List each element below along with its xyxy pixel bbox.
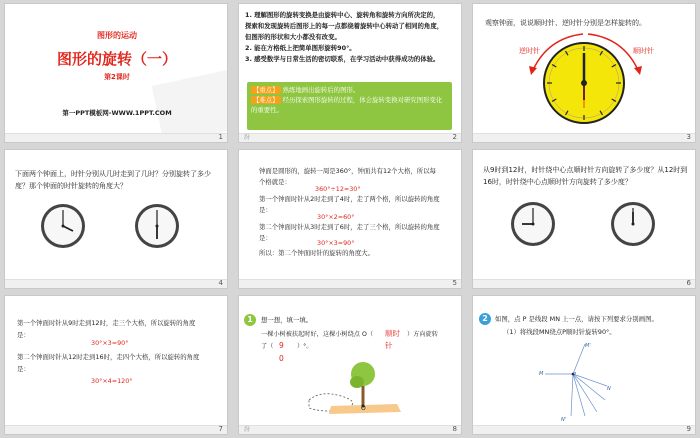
slide-number: 3 [686,133,691,141]
key-text: 熟练地画出旋转后的图形。 [282,86,360,94]
slide-1[interactable] [4,3,228,143]
objective-line: 2. 能在方格纸上把简单图形旋转90°。 [245,44,356,52]
equation-3: 30°×3=90° [317,239,355,247]
objective-list [245,10,455,65]
question-text: 从9时到12时，时针绕中心点顺时针方向旋转了多少度？从12时到16时，时针绕中心点顺时针方向旋转了多少度？ [483,166,688,186]
answer-line: 是： [17,365,30,373]
slide-7[interactable] [4,295,228,435]
label-m-prime: M' [585,343,591,349]
key-tag: 【重点】 [253,86,279,94]
explanation-line: 个格就是： [259,178,291,186]
slide-number: 6 [686,279,691,287]
objective-line: 探索和发现旋转后图形上的每一点都绕着旋转中心转动了相同的角度， [245,22,444,30]
label-n: N [607,386,611,392]
answer-line: 第二个钟面时针从12时走到16时，走四个大格，所以旋转的角度 [17,353,200,361]
footer-mark: 汾 [244,426,251,433]
slide-number: 7 [218,425,223,433]
slide-footer [5,133,227,142]
answer-angle-cont: 0 [279,354,284,363]
equation-2: 30°×2=60° [317,213,355,221]
tree-illustration [301,360,411,422]
question-heading: 想一想，填一填。 [261,316,313,324]
slide-footer [239,279,461,288]
question-text: 下面两个钟面上，时针分别从几时走到了几时？分别旋转了多少度？那个钟面的时针旋转的角度大？ [15,170,211,190]
equation-1: 30°×3=90° [91,339,129,347]
slide-number: 9 [686,425,691,433]
site-label: 第一PPT模板网-WWW.1PPT.COM [62,109,172,117]
label-p: P [573,372,577,378]
slide-3[interactable] [472,3,696,143]
slide-2[interactable] [238,3,462,143]
slide-number: 2 [452,133,457,141]
label-m: M [539,371,544,377]
answer-direction: 顺时 [385,329,400,338]
explanation-line: 是： [259,234,272,242]
rotation-arrows [473,30,696,90]
rotation-figure [541,342,611,422]
label-n-prime: N' [561,417,567,423]
explanation-conclusion: 所以：第二个钟面时针的旋转的角度大。 [259,249,375,257]
wall-clock-left [509,200,557,248]
difficulty-tag: 【难点】 [253,96,279,104]
explanation-line: 钟面是圆形的，旋转一周是360°，钟面共有12个大格，所以每 [259,167,436,175]
explanation-line: 第二个钟面时针从3时走到了6时，走了三个格，所以旋转的角度 [259,223,440,231]
wall-clock-left [39,202,87,250]
slide-title-sub: 第2课时 [104,73,130,81]
slide-footer [239,425,461,434]
wall-clock-right [133,202,181,250]
answer-direction-cont: 针 [385,341,393,350]
slide-footer [473,279,695,288]
slide-footer [473,133,695,142]
slide-8[interactable] [238,295,462,435]
question-badge: 2 [479,313,491,325]
question-text-2: ）方向旋转 [407,331,438,338]
slide-title-small: 图形的运动 [97,31,137,40]
slide-title-main: 图形的旋转（一） [56,50,177,68]
slide-6[interactable] [472,149,696,289]
slide-footer [5,425,227,434]
equation-2: 30°×4=120° [91,377,133,385]
objective-line: 3. 感受数学与日常生活的密切联系，在学习活动中获得成功的体验。 [245,55,440,63]
question-text-1: 一棵小树被扶起时好，这棵小树绕点 O（ [261,331,374,338]
point-label: O [361,405,366,412]
slide-4[interactable] [4,149,228,289]
answer-angle: 9 [279,341,284,350]
explanation-line: 是： [259,206,272,214]
question-text-1: 如图，点 P 是线段 MN 上一点，请按下列要求分别画图。 [495,315,658,323]
slide-footer [473,425,695,434]
slide-number: 5 [452,279,457,287]
counterclockwise-label: 逆时针 [519,47,540,55]
question-text-2: （1）将线段MN绕点P顺时针旋转90°。 [503,328,616,336]
slide-number: 1 [218,133,223,141]
clockwise-label: 顺时针 [633,47,654,55]
objective-line: 但图形的形状和大小都没有改变。 [245,33,341,41]
slide-9[interactable] [472,295,696,435]
answer-line: 第一个钟面时针从9时走到12时，走三个大格，所以旋转的角度 [17,319,196,327]
footer-mark: 汾 [244,134,251,141]
key-points-box [247,82,452,130]
explanation-line: 第一个钟面时针从2时走到了4时，走了两个格，所以旋转的角度 [259,195,440,203]
slide-number: 8 [452,425,457,433]
equation-1: 360°÷12=30° [315,185,361,193]
wall-clock-right [609,200,657,248]
question-text-3: 了（ [261,343,274,350]
slide-5[interactable] [238,149,462,289]
slide-footer [5,279,227,288]
slide-footer [239,133,461,142]
slide-number: 4 [218,279,223,287]
objective-line: 1. 理解图形的旋转变换是由旋转中心、旋转角和旋转方向所决定的， [245,11,440,19]
difficulty-text: 经历探索图形旋转的过程，体会旋转变换对研究图形变化的重要性。 [251,96,443,114]
question-text: 观察钟面，说说顺时针、逆时针分别是怎样旋转的。 [485,19,646,27]
question-badge: 1 [244,314,256,326]
question-text-4: ）°。 [297,343,313,350]
answer-line: 是： [17,331,30,339]
